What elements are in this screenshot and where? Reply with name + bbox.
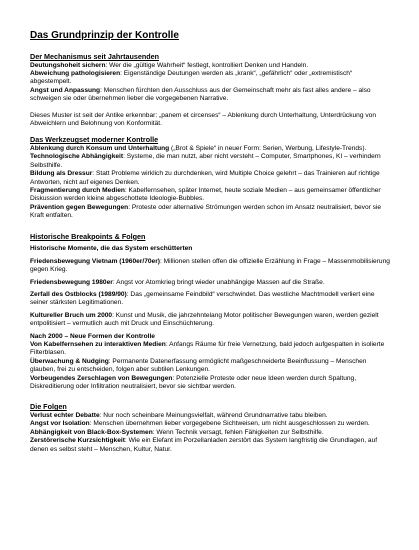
- paragraph-item: [30, 170, 391, 187]
- paragraph-item: [30, 341, 391, 358]
- paragraph-item: [30, 204, 391, 221]
- item-text: : Kunst und Musik, die jahrzehntelang Motor politischer Bewegungen waren, werden gezielt entpolitisiert – vermutlich auch mit Druck und Einschüchterung.: [30, 311, 379, 328]
- item-text: : Nur noch scheinbare Meinungsvielfalt, während Grundnarrative tabu bleiben.: [99, 411, 328, 419]
- item-text: : Angst vor Atomkrieg bringt wieder unabhängige Massen auf die Straße.: [112, 278, 325, 286]
- item-text: : Menschen fürchten den Ausschluss aus der Gemeinschaft mehr als fast alles andere – also schweigen sie oder übernehmen lieber die vorgegebenen Narrative.: [30, 86, 371, 103]
- subheading-historic-moments: Historische Momente, die das System erschütterten: [30, 245, 193, 253]
- item-text: : Wie ein Elefant im Porzellanladen zerstört das System langfristig die Grundlagen, auf denen es selbst steht – Menschen, Kultur, Natur.: [30, 437, 378, 453]
- item-term: Prävention gegen Bewegungen: [30, 203, 129, 211]
- item-term: Zerstörerische Kurzsichtigkeit: [30, 437, 125, 445]
- paragraph-item: [30, 145, 391, 153]
- paragraph-item: [30, 279, 391, 287]
- subheading-after-2000: Nach 2000 – Neue Formen der Kontrolle: [30, 332, 155, 340]
- paragraph-item: [30, 153, 391, 170]
- item-term: Von Kabelfernsehen zu interaktiven Medien: [30, 340, 166, 348]
- item-text: : Systeme, die man nutzt, aber nicht versteht – Computer, Smartphones, KI – verhindern Selbsthilfe.: [30, 153, 381, 169]
- paragraph-item: [30, 412, 391, 420]
- item-text: : Potenzielle Proteste oder neue Ideen werden durch Spaltung, Diskreditierung oder Infiltration neutralisiert, bevor sie sichtbar werden.: [30, 374, 357, 390]
- document-title: Das Grundprinzip der Kontrolle: [30, 30, 179, 41]
- item-text: : Permanente Datenerfassung ermöglicht maßgeschneiderte Beeinflussung – Menschen glauben, frei zu entscheiden, folgen aber subtilen Lenkungen.: [30, 357, 367, 374]
- item-text: : Eigenständige Deutungen werden als „krank“, „gefährlich“ oder „extremistisch“ abgestempelt.: [30, 70, 353, 86]
- item-term: Überwachung & Nudging: [30, 357, 109, 365]
- item-term: Friedensbewegung 1980er: [30, 278, 113, 286]
- item-term: Verlust echter Debatte: [30, 411, 100, 419]
- paragraph-item: [30, 62, 391, 70]
- paragraph-item: [30, 187, 391, 204]
- item-term: Friedensbewegung Vietnam (1960er/70er): [30, 257, 160, 265]
- item-term: Technologische Abhängigkeit: [30, 153, 124, 161]
- item-text: : Anfangs Räume für freie Vernetzung, bald jedoch aufgespalten in isolierte Filterblasen.: [30, 340, 385, 357]
- paragraph-item: [30, 87, 391, 104]
- paragraph-item: [30, 70, 391, 87]
- closing-paragraph: Dieses Muster ist seit der Antike erkennbar: „panem et circenses“ – Ablenkung durch Unterhaltung, Unterdrückung von Abweichlern und Belohnung von Konformität.: [30, 111, 376, 128]
- item-term: Zerfall des Ostblocks (1989/90): [30, 290, 127, 298]
- item-text: : Statt Probleme wirklich zu durchdenken, wird Multiple Choice gelehrt – das Trainieren auf richtige Antworten, nicht auf eigenes Denken.: [30, 170, 380, 186]
- paragraph-item: [30, 358, 391, 375]
- item-term: Angst und Anpassung: [30, 86, 101, 94]
- paragraph-item: [30, 258, 391, 275]
- item-term: Angst vor Isolation: [30, 420, 90, 428]
- paragraph-item: [30, 291, 391, 308]
- paragraph-item: [30, 375, 391, 392]
- item-text: : Kabelfernsehen, später Internet, heute soziale Medien – aus gemeinsamer öffentlicher Diskussion werden kleine abgeschottete Ideologie-Bubbles.: [30, 187, 381, 203]
- item-term: Abhängigkeit von Black-Box-Systemen: [30, 428, 153, 436]
- section-heading-toolkit: Das Werkzeugset moderner Kontrolle: [30, 135, 159, 145]
- item-text: : Millionen stellen offen die offizielle Erzählung in Frage – Massenmobilisierung gegen Krieg.: [30, 257, 390, 274]
- item-term: Kultureller Bruch um 2000: [30, 311, 113, 319]
- item-text: („Brot & Spiele“ in neuer Form: Serien, Werbung, Lifestyle-Trends).: [169, 145, 367, 153]
- paragraph-item: [30, 437, 391, 454]
- paragraph-item: [30, 420, 391, 428]
- item-term: Bildung als Dressur: [30, 170, 93, 178]
- paragraph-item: [30, 429, 391, 437]
- section-heading-breakpoints: Historische Breakpoints & Folgen: [30, 231, 146, 241]
- section-heading-consequences: Die Folgen: [30, 402, 67, 412]
- item-term: Ablenkung durch Konsum und Unterhaltung: [30, 145, 170, 153]
- item-text: : Menschen übernehmen lieber vorgegebene Sichtweisen, um nicht ausgeschlossen zu werden.: [89, 420, 370, 428]
- paragraph-item: [30, 312, 391, 329]
- item-text: : Wenn Technik versagt, fehlen Fähigkeiten zur Selbsthilfe.: [152, 428, 324, 436]
- section-heading-mechanism: Der Mechanismus seit Jahrtausenden: [30, 52, 160, 61]
- item-text: : Das „gemeinsame Feindbild“ verschwindet. Das westliche Machtmodell verliert eine seiner stärksten Legitimationen.: [30, 290, 375, 307]
- item-term: Fragmentierung durch Medien: [30, 187, 125, 195]
- item-term: Vorbeugendes Zerschlagen von Bewegungen: [30, 374, 173, 382]
- item-term: Abweichung pathologisieren: [30, 70, 121, 77]
- item-text: : Wer die „gültige Wahrheit“ festlegt, kontrolliert Denken und Handeln.: [105, 61, 309, 69]
- item-text: : Proteste oder alternative Strömungen werden schon im Ansatz neutralisiert, bevor sie Kraft entfalten.: [30, 203, 382, 220]
- item-term: Deutungshoheit sichern: [30, 61, 106, 69]
